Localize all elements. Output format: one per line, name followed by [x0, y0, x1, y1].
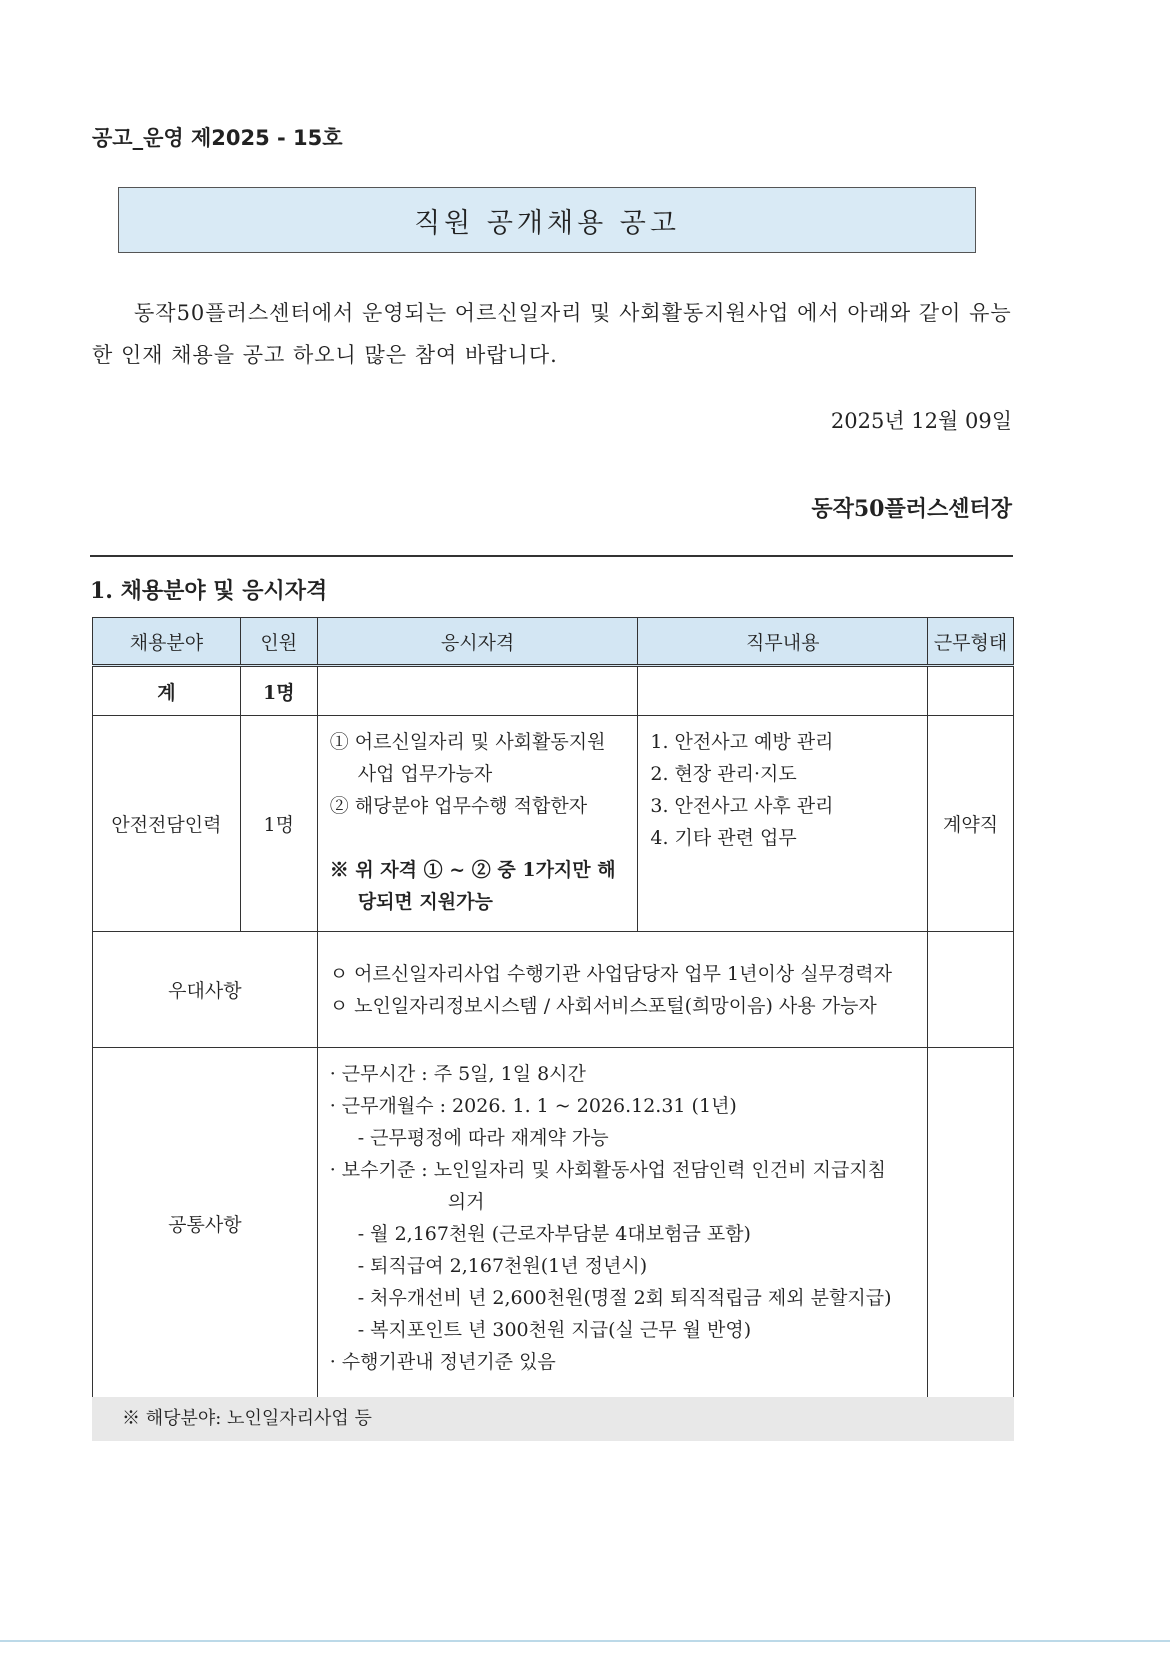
- common-item: · 수행기관내 정년기준 있음: [329, 1351, 556, 1373]
- employment-type: 계약직: [928, 716, 1014, 932]
- duty-item: 2. 현장 관리·지도: [650, 763, 797, 785]
- header-type: 근무형태: [928, 618, 1014, 666]
- header-field: 채용분야: [93, 618, 241, 666]
- qualifications: [317, 716, 638, 932]
- common-item: - 복지포인트 년 300천원 지급(실 근무 월 반영): [357, 1319, 752, 1341]
- table-header-row: [93, 618, 1014, 666]
- table-row-position: [93, 716, 1014, 932]
- common-item: - 근무평정에 따라 재계약 가능: [357, 1127, 609, 1149]
- preference-label: 우대사항: [93, 932, 318, 1048]
- duty-item: 1. 안전사고 예방 관리: [650, 731, 834, 753]
- position-count: 1명: [240, 716, 317, 932]
- duty-item: 4. 기타 관련 업무: [650, 827, 797, 849]
- signer: 동작50플러스센터장: [811, 496, 1012, 522]
- total-count: 1명: [240, 666, 317, 716]
- position-field: 안전전담인력: [93, 716, 241, 932]
- common-label: 공통사항: [93, 1048, 318, 1399]
- common-item: · 근무시간 : 주 5일, 1일 8시간: [329, 1063, 586, 1085]
- section-title: 1. 채용분야 및 응시자격: [90, 578, 328, 604]
- qualification-note: 당되면 지원가능: [357, 891, 493, 913]
- header-count: 인원: [240, 618, 317, 666]
- page-bottom-line: [0, 1640, 1170, 1642]
- table-row-total: [93, 666, 1014, 716]
- qualification-item: ② 해당분야 업무수행 적합한자: [329, 795, 588, 817]
- header-qualifications: 응시자격: [317, 618, 638, 666]
- footnote: ※ 해당분야: 노인일자리사업 등: [92, 1397, 1014, 1441]
- preference-item: ㅇ 어르신일자리사업 수행기관 사업담당자 업무 1년이상 실무경력자: [329, 962, 892, 985]
- notice-date: 2025년 12월 09일: [830, 409, 1012, 433]
- intro-paragraph: 동작50플러스센터에서 운영되는 어르신일자리 및 사회활동지원사업 에서 아래와 같이 유능한 인재 채용을 공고 하오니 많은 참여 바랍니다.: [92, 301, 1012, 367]
- common-item: · 근무개월수 : 2026. 1. 1 ~ 2026.12.31 (1년): [329, 1095, 737, 1117]
- common-item: - 처우개선비 년 2,600천원(명절 2회 퇴직적립금 제외 분할지급): [357, 1287, 892, 1309]
- common-items: [317, 1048, 927, 1399]
- qualification-note: ※ 위 자격 ① ~ ② 중 1가지만 해: [329, 859, 616, 881]
- document-title: 직원 공개채용 공고: [118, 187, 976, 253]
- preference-items: [317, 932, 927, 1048]
- common-item: · 보수기준 : 노인일자리 및 사회활동사업 전담인력 인건비 지급지침: [329, 1159, 887, 1181]
- total-label: 계: [93, 666, 241, 716]
- table-row-common: [93, 1048, 1014, 1399]
- header-duties: 직무내용: [638, 618, 928, 666]
- qualification-item: 사업 업무가능자: [357, 763, 493, 785]
- duties: [638, 716, 928, 932]
- table-row-preference: [93, 932, 1014, 1048]
- divider: [90, 555, 1013, 557]
- preference-item: ㅇ 노인일자리정보시스템 / 사회서비스포털(희망이음) 사용 가능자: [329, 994, 877, 1017]
- qualification-item: ① 어르신일자리 및 사회활동지원: [329, 731, 606, 753]
- common-item: 의거: [447, 1191, 485, 1213]
- common-item: - 월 2,167천원 (근로자부담분 4대보험금 포함): [357, 1223, 751, 1245]
- recruitment-table: [92, 617, 1014, 1399]
- common-item: - 퇴직급여 2,167천원(1년 정년시): [357, 1255, 648, 1277]
- notice-number: 공고_운영 제2025 - 15호: [92, 126, 343, 150]
- duty-item: 3. 안전사고 사후 관리: [650, 795, 834, 817]
